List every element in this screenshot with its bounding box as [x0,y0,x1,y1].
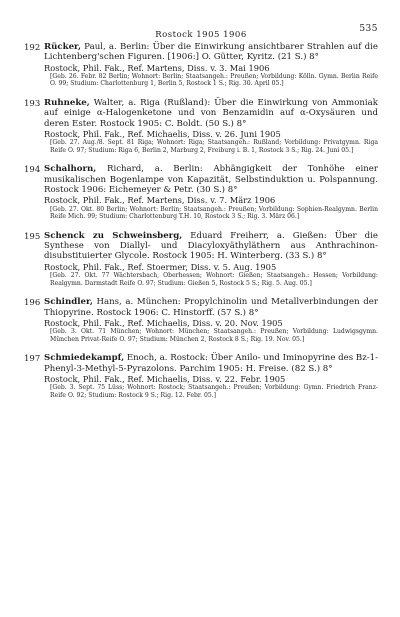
entry-title-text: Hans, a. München: Propylchinolin und Metallverbindungen der Thiopyrine. Rostock 1906: C. Hinstorff. (57 S.) 8° [44,297,378,318]
dissertation-entry [24,231,378,287]
entry-number: 193 [24,99,41,110]
page-header [24,24,378,40]
dissertation-entry [24,98,378,154]
dissertation-entry [24,297,378,343]
entry-faculty-line: Rostock, Phil. Fak., Ref. Michaelis, Diss. v. 26. Juni 1905 [44,128,281,139]
entry-vita: [Geb. 3. Sept. 75 Lüss; Wohnort: Rostock; Staatsangeh.: Preußen; Vorbildung: Gymn. Friedrich Franz-Reife O. 92; Studium: Rostock 9 S.; Rig. 12. Febr. 05.] [50,384,378,399]
entry-citation [44,231,378,262]
entry-faculty-line: Rostock, Phil. Fak., Ref. Martens, Diss. v. 3. Mai 1906 [44,62,270,73]
dissertation-list [24,42,378,399]
entry-number: 195 [24,231,41,242]
entry-number: 197 [24,354,41,365]
entry-citation [44,353,378,374]
author-name: Ruhneke, [44,98,90,109]
entry-faculty-line: Rostock, Phil. Fak., Ref. Stoermer, Diss. v. 5. Aug. 1905 [44,261,277,272]
author-name: Schalhorn, [44,164,97,175]
entry-citation [44,98,378,129]
entry-title-text: Richard, a. Berlin: Abhängigkeit der Tonhöhe einer musikalischen Bogenlampe von Kapazität, Selbstinduktion u. Polspannung. Rostock 1906: Eichemeyer & Petr. (30 S.) 8° [44,164,378,196]
entry-faculty-line: Rostock, Phil. Fak., Ref. Michaelis, Diss. v. 20. Nov. 1905 [44,317,283,328]
author-name: Schindler, [44,297,93,308]
dissertation-entry [24,353,378,399]
entry-vita: [Geb. 27. Okt. 77 Wächtersbach, Oberhessen; Wohnort: Gießen; Staatsangeh.: Hessen; Vorbildung: Realgymn. Darmstadt Reife O. 97; Studium: Gießen 5, Rostock 5 S.; Rig. 5. Aug. 05.] [50,272,378,287]
entry-vita: [Geb. 27. Aug./8. Sept. 81 Riga; Wohnort: Riga; Staatsangeh.: Rußland; Vorbildung: Privatgymn. Riga Reife O. 97; Studium: Riga 6, Berlin 2, Marburg 2, Freiburg i. B. 1, Rostock 3 S.; Rig. 24. Juni 05.] [50,139,378,154]
entry-title-text: Paul, a. Berlin: Über die Einwirkung ansichtbarer Strahlen auf die Lichtenberg'schen Figuren. [1906:] O. Gütter, Kyritz. (21 S.) 8° [44,42,378,63]
entry-citation [44,42,378,63]
entry-faculty-line: Rostock, Phil. Fak., Ref. Martens, Diss. v. 7. März 1906 [44,195,276,206]
entry-vita: [Geb. 27. Okt. 80 Berlin; Wohnort: Berlin; Staatsangeh.: Preußen; Vorbildung: Sophien-Realgymn. Berlin Reife Mich. 99; Studium: Charlottenburg T.H. 10, Rostock 3 S.; Rig. 3. März 06.] [50,205,378,221]
entry-citation [44,297,378,318]
entry-title-text: Eduard Freiherr, a. Gießen: Über die Synthese von Diallyl- und Diacyloxyäthyläthern aus Anthrachinon-disubstituierter Glycole. Rostock 1905: H. Winterberg. (33 S.) 8° [44,230,378,262]
entry-faculty-line: Rostock, Phil. Fak., Ref. Michaelis, Diss. v. 22. Febr. 1905 [44,373,286,384]
author-name: Schenck zu Schweinsberg, [44,230,183,241]
entry-number: 192 [24,43,41,53]
author-name: Schmiedekampf, [44,353,125,364]
entry-vita: [Geb. 26. Febr. 82 Berlin; Wohnort: Berlin; Staatsangeh.: Preußen; Vorbildung: Kölln. Gymn. Berlin Reife O. 99; Studium: Charlottenburg 1, Berlin 5, Rostock 1 S.; Rig. 30. April 05.] [50,72,378,88]
entry-vita: [Geb. 3. Okt. 71 München; Wohnort: München; Staatsangeh.: Preußen; Vorbildung: Ludwigsgymn. München Privat-Reife O. 97; Studium: München 2, Rostock 8 S.; Rig. 19. Nov. 05.] [50,328,378,343]
entry-number: 196 [24,298,41,309]
entry-title-text: Walter, a. Riga (Rußland): Über die Einwirkung von Ammoniak auf einige α-Halogenketone und von Benzamidin auf α-Oxysäuren und deren Ester. Rostock 1905: C. Boldt. (50 S.) 8° [44,98,378,129]
dissertation-entry [24,42,378,88]
page-number: 535 [359,24,378,34]
entry-citation [44,164,378,195]
author-name: Rücker, [44,42,81,52]
running-head: Rostock 1905 1906 [155,30,247,40]
entry-number: 194 [24,165,41,176]
dissertation-entry [24,164,378,220]
entry-title-text: Enoch, a. Rostock: Über Anilo- und Iminopyrine des Bz-1-Phenyl-3-Methyl-5-Pyrazolons. Parchim 1905: H. Freise. (82 S.) 8° [44,353,378,374]
